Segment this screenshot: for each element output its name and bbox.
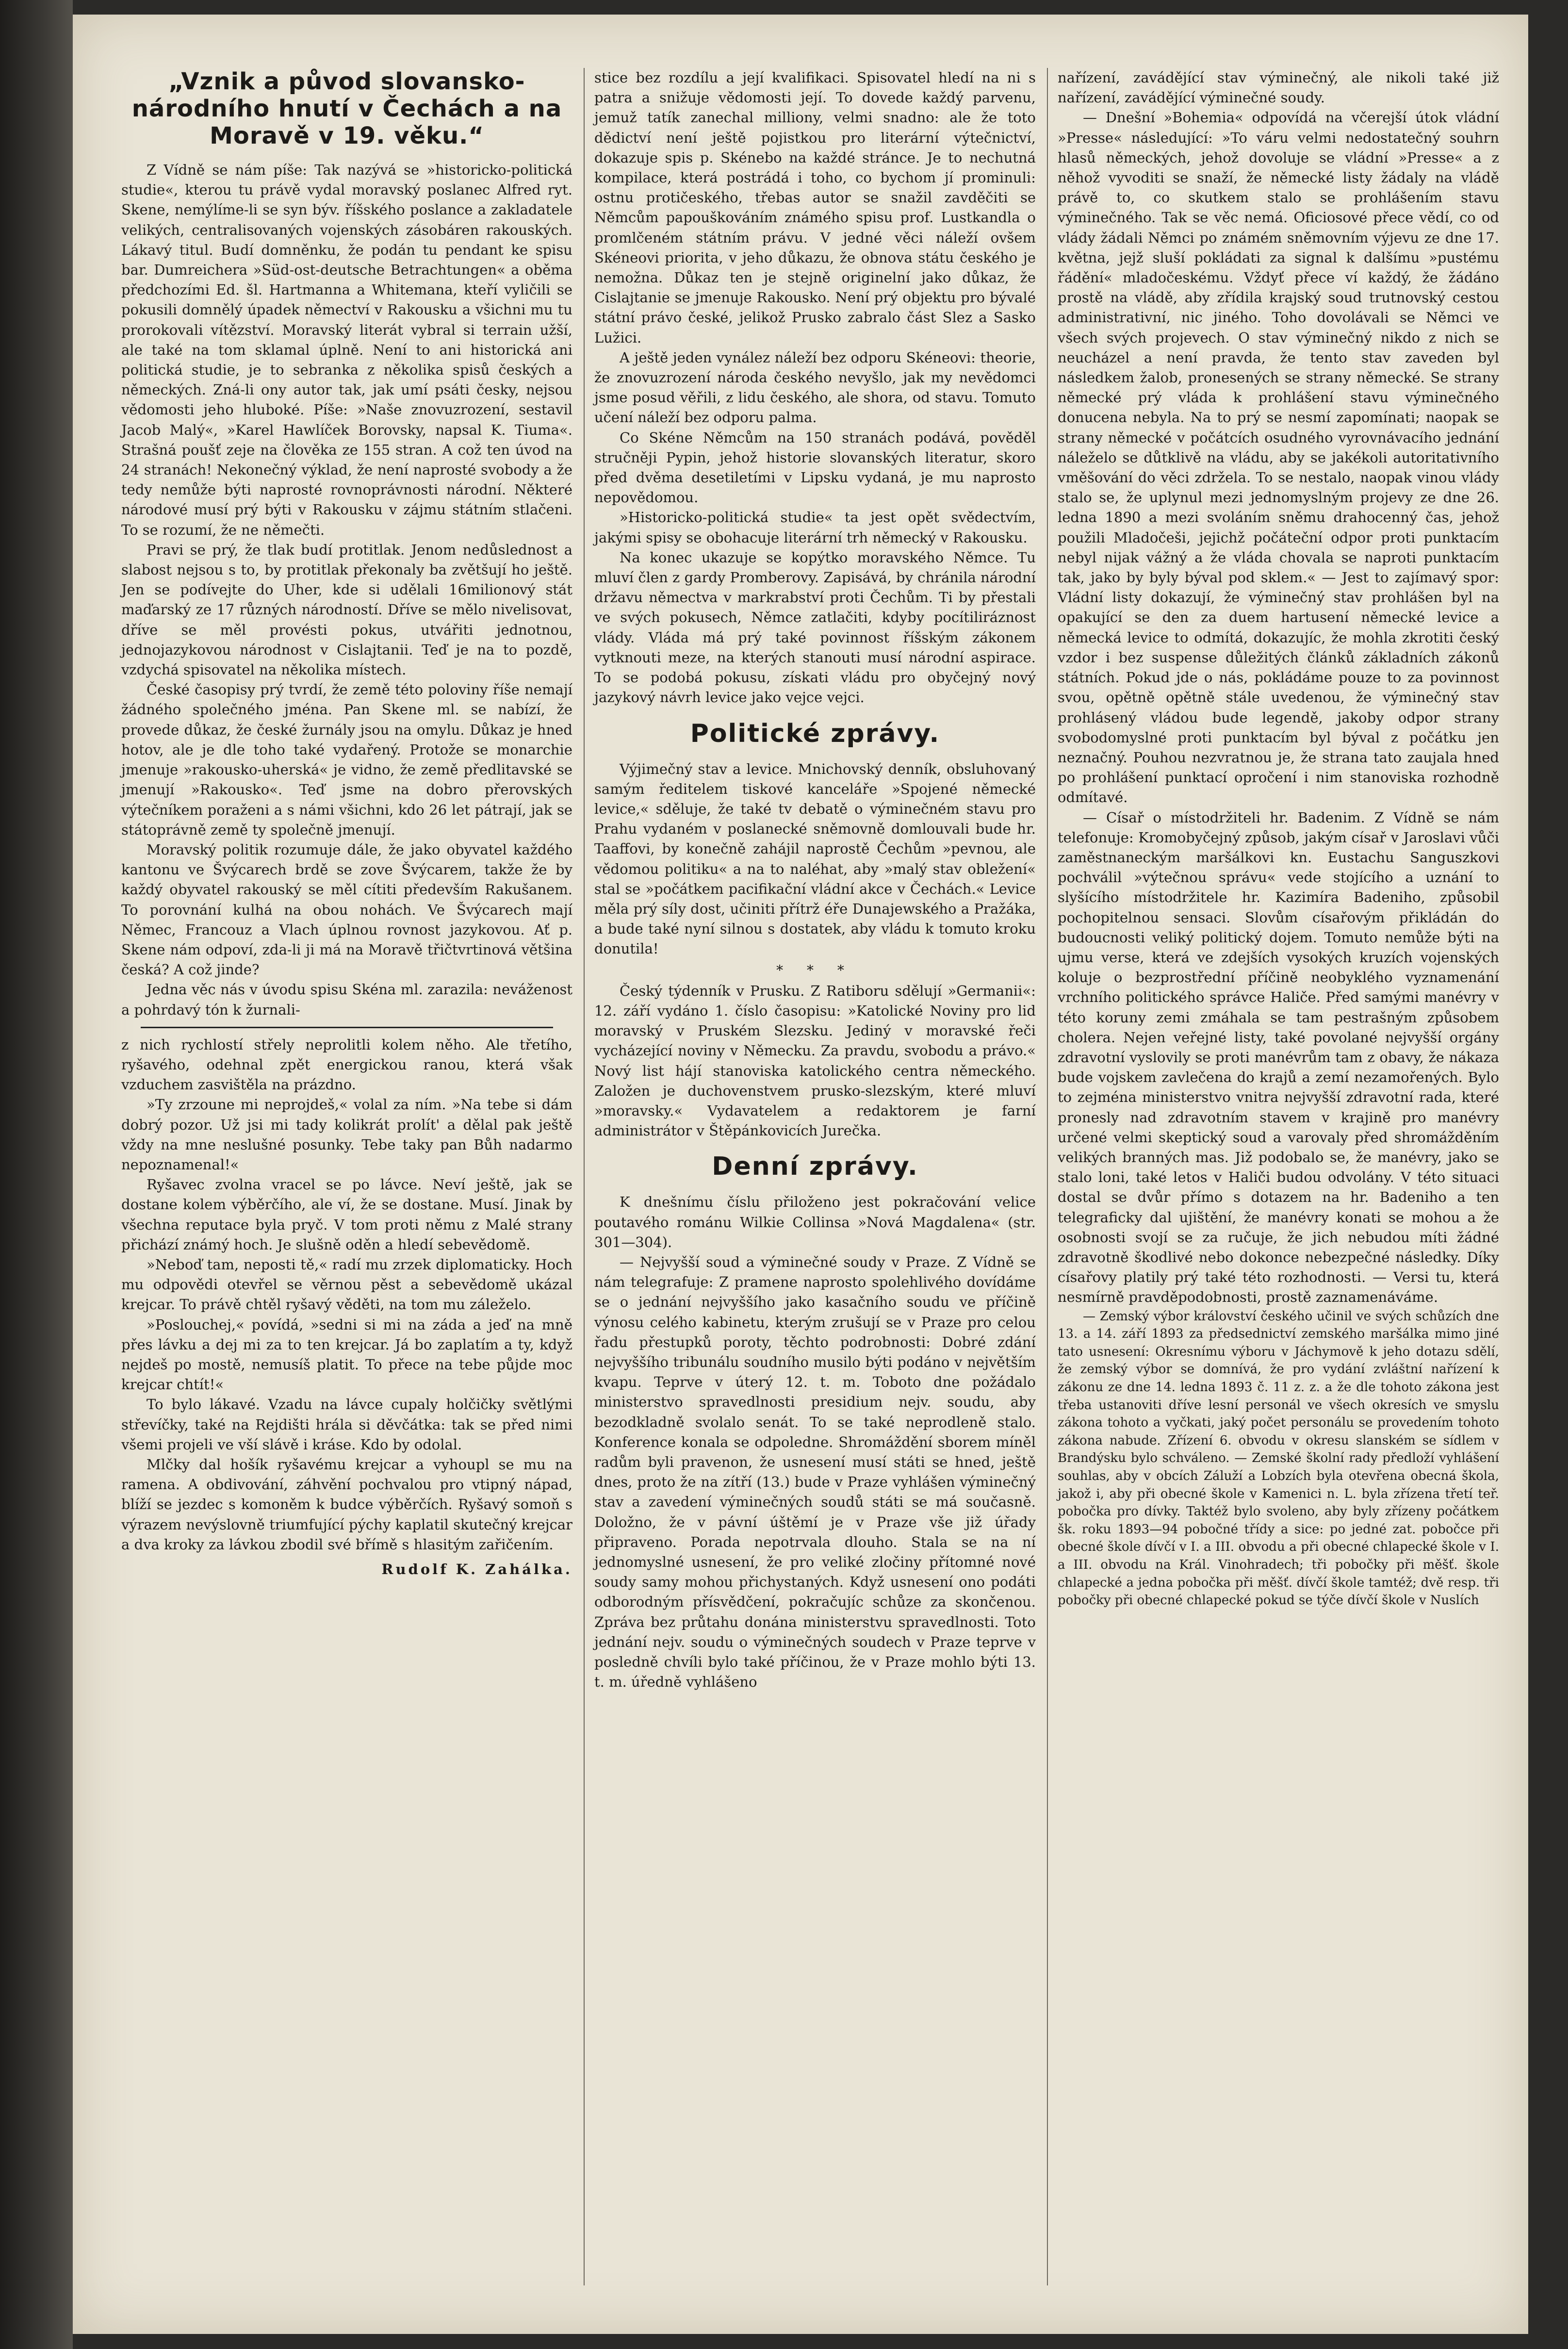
section-heading-denni: Denní zprávy.: [712, 1152, 918, 1182]
article-paragraph: »Historicko-politická studie« ta jest opět svědectvím, jakými spisy se obohacuje literární trh německý v Rakousku.: [594, 509, 1036, 546]
author-signature: Rudolf K. Zahálka.: [381, 1561, 572, 1578]
story-paragraph: »Poslouchej,« povídá, »sedni si mi na záda a jeď na mně přes lávku a dej mi za to ten krejcar. Já bo zaplatím a ty, když nejdeš po mostě, nemusíš platit. To přece na tebe půjde moc krejcar chtít!«: [121, 1316, 572, 1393]
article-paragraph: Moravský politik rozumuje dále, že jako obyvatel každého kantonu ve Švýcarech brdě se zove Švýcarem, takže že by každý obyvatel rakouský se měl cítiti především Rakušanem. To porovnání kulhá na obou nohách. Ve Švýcarech mají Němec, Francouz a Vlach úplnou rovnost jazykovou. Ať p. Skene nám odpoví, zda-li ji má na Moravě třičtvrtinová většina česká? A což jinde?: [121, 841, 572, 978]
news-item: — Císař o místodržiteli hr. Badenim. Z Vídně se nám telefonuje: Kromobyčejný způsob, jakým císař v Jaroslavi vůči zaměstnaneckým maršálkovi kn. Eustachu Sanguszkovi pochválil »výtečnou správu« vede stojícího a uznání to slyšícího místodržitele hr. Kazimíra Badeniho, způsobil pochopitelnou sensaci. Slovům císařovým přikládán do budoucnosti veliký politický dojem. Tomuto nemůže býti na ujmu verse, která ve zdejších vysokých kruzích vojenských koluje o bezprostřední příčině neobyklého vyznamenání vrchního politického správce Haliče. Před samými manévry v této koruny zemi zmáhala se tam pestrašným způsobem cholera. Nejen veřejné listy, také povolané nejvyšší orgány zdravotní vyslovily se proti manévrům tam z obavy, že nákaza bude vojskem zavlečena do krajů a zemí nezamořených. Bylo to zejména ministerstvo vnitra nejvyšší zdravotní rada, které pronesly nad zdravotním stavem v krajině pro manévry určené velmi skeptický soud a varovaly před shromážděním velikých branných mas. Již podobalo se, že manévry, jako se stalo loni, také letos v Haliči budou odvolány. V této situaci dostal se dvůr přímo s dotazem na hr. Badeniho a ten telegraficky dal ujištění, že manévry konati se mohou a že osobnosti svojí se za ručuje, že jich nebudou míti žádné zdravotně škodlivé nebo dokonce nebezpečné následky. Díky císařovy platily prý také této rozhodnosti. — Versi tu, která nesmírně pravděpodobnosti, prostě zaznamenáváme.: [1058, 809, 1499, 1306]
news-item: K dnešnímu číslu přiloženo jest pokračování velice poutavého románu Wilkie Collinsa »Nová Magdalena« (str. 301—304).: [594, 1194, 1036, 1250]
scanner-edge: [0, 0, 73, 2349]
column-2: [594, 68, 1036, 1692]
news-item: Výjimečný stav a levice. Mnichovský denník, obsluhovaný samým ředitelem tiskové kanceláře »Spojené německé levice,« sděluje, že také tv debatě o výminečném stavu pro Prahu vydaném v poslanecké sněmovně domlouvali bude hr. Taaffovi, by konečně zahájil naprostě Čechům »pevnou, ale vědomou politiku« a na to naléhat, aby »malý stav obležení« stal se »počátkem pacifikační vládní akce v Čechách.« Levice měla prý síly dost, učiniti přítrž éře Dunajewského a Pražáka, a bude také nyní silnou s dostatek, aby vládu k tomuto kroku donutila!: [594, 760, 1036, 957]
article-paragraph: Jedna věc nás v úvodu spisu Skéna ml. zarazila: neváženost a pohrdavý tón k žurnali-: [121, 981, 572, 1018]
story-paragraph: »Neboď tam, neposti tě,« radí mu zrzek diplomaticky. Hoch mu odpovědi otevřel se věrnou pěst a sebevědomě ukázal krejcar. To právě chtěl ryšavý věděti, na tom mu záleželo.: [121, 1256, 572, 1313]
article-paragraph: A ještě jeden vynález náleží bez odporu Skéneovi: theorie, že znovuzrození národa českého nevyšlo, jak my nevědomci jsme posud věřili, z lidu českého, ale shora, od stavu. Tomuto učení náleží bez odporu palma.: [594, 349, 1036, 426]
news-item-small: — Zemský výbor království českého učinil ve svých schůzích dne 13. a 14. září 1893 za předsednictví zemského maršálka mimo jiné tato usnesení: Okresnímu výboru v Jáchymově k jeho dotazu sdělí, že zemský výbor se domnívá, že pro vydání zvláštní nařízení k zákonu ze dne 14. ledna 1893 č. 11 z. z. a že dle tohoto zákona jest třeba ustanoviti dříve lesní personál ve všech okresích ve smyslu zákona tohoto a vyčkati, jaký počet personálu se provedením tohoto zákona nabude. Zřízení 6. obvodu v okresu slanském se sídlem v Brandýsku bylo schváleno. — Zemské školní rady předloží vyhlášení souhlas, aby v obcích Záluží a Lobzích byla otevřena obecná škola, jakož i, aby při obecné škole v Kamenici n. L. byla zřízena třetí teř. pobočka pro dívky. Taktéž bylo svoleno, aby byly zřízeny počátkem šk. roku 1893—94 pobočné třídy a sice: po jedné zat. pobočce při obecné škole dívčí v I. a III. obvodu a při obecné chlapecké škole v I. a III. obvodu na Král. Vinohradech; tři pobočky při měšť. škole chlapecké a jedna pobočka při měšť. dívčí škole tamtéž; dvě resp. tři pobočky při obecné chlapecké pokud se týče dívčí škole v Nuslích: [1058, 1309, 1499, 1608]
article-paragraph: Z Vídně se nám píše: Tak nazývá se »historicko-politická studie«, kterou tu právě vydal moravský poslanec Alfred ryt. Skene, nemýlíme-li se syn býv. říšského poslance a zakladatele velikých, centralisovaných vojenských zásobáren rakouských. Lákavý titul. Budí domněnku, že podán tu pendant ke spisu bar. Dumreichera »Süd-ost-deutsche Betrachtungen« a oběma předchozími Ed. šl. Hartmanna a Whitemana, kteří vyličili se pokusili domnělý úpadek němectví v Rakousku a všichni mu tu prorokovali vítězství. Moravský literát vybral si terrain užší, ale také na tom sklamal úplně. Není to ani historická ani politická studie, je to sebranka z několika spisů českých a německých. Zná-li ony autor tak, jak umí psáti česky, nejsou vědomosti jeho hluboké. Píše: »Naše znovuzrození, sestavil Jacob Malý«, »Karel Hawlíček Borovsky, napsal K. Tiuma«. Strašná poušť zeje na člověka ze 155 stran. A což ten úvod na 24 stranách! Nekonečný výklad, že není naprosté svobody a že tedy nemůže býti naprosté rovnoprávnosti národní. Některé národové musí prý býti v Rakousku v zájmu státním stlačeni. To se rozumí, že ne němečti.: [121, 162, 572, 538]
news-item: Český týdenník v Prusku. Z Ratiboru sdělují »Germanii«: 12. září vydáno 1. číslo časopisu: »Katolické Noviny pro lid moravský v Pruském Slezsku. Jediný v moravské řeči vycházející noviny v Německu. Za pravdu, svobodu a právo.« Nový list hájí stanoviska katolického centra německého. Založen je duchovenstvem prusko-slezským, které mluví »moravsky.« Vydavatelem a redaktorem je farní administrátor v Štěpánkovicích Jurečka.: [594, 982, 1036, 1139]
story-paragraph: Mlčky dal hošík ryšavému krejcar a vyhoupl se mu na ramena. A obdivování, záhvění pochvalou pro vtipný nápad, blíží se jezdec s komoněm k budce výběrčích. Ryšavý somoň s výrazem nevýslovně triumfující pýchy kaplatil skutečný krejcar a dva kroky za lávkou zbodil své břímě s hlasitým zařičením.: [121, 1456, 572, 1553]
column-rule-2: [1047, 68, 1048, 2285]
article-paragraph: Co Skéne Němcům na 150 stranách podává, pověděl stručněji Pypin, jehož historie slovanských literatur, skoro před dvěma desetiletími v Lipsku vydaná, je mu naprosto nepovědomou.: [594, 429, 1036, 506]
story-paragraph: Ryšavec zvolna vracel se po lávce. Neví ještě, jak se dostane kolem výběrčího, ale ví, že se dostane. Musí. Jinak by všechna reputace byla pryč. V tom proti němu z Malé strany přichází známý hoch. Je slušně oděn a hledí sebevědomě.: [121, 1176, 572, 1253]
feuilleton-divider: [141, 1027, 553, 1028]
story-paragraph: z nich rychlostí střely neprolitli kolem něho. Ale třetího, ryšavého, odehnal zpět energickou ranou, která však vzduchem zasvištěla na prázdno.: [121, 1036, 572, 1093]
article-paragraph: Na konec ukazuje se kopýtko moravského Němce. Tu mluví člen z gardy Promberovy. Zapisává, by chránila národní državu němectva v markrabství proti Čechům. Ti by přestali ve svých pokusech, Němce zatlačiti, kdyby pocítiliráznost vlády. Vláda má prý také povinnost říšským zákonem vytknouti meze, na kterých stanouti musí národní aspirace. To se podobá pokusu, získati vládu pro obyčejný nový jazykový návrh levice jako vejce vejci.: [594, 549, 1036, 706]
news-item: — Dnešní »Bohemia« odpovídá na včerejší útok vládní »Presse« následující: »To váru velmi nedostatečný souhrn hlasů německých, jehož dovoluje se vládní »Presse« a z něhož vyvoditi se snaží, že německé listy žádaly na vládě právě to, co skutkem stalo se prohlášením stavu výminečného. Tak se věc nemá. Oficiosové přece vědí, co od vlády žádali Němci po známém sněmovním výjevu ze dne 17. května, jejž sluší pokládati za signal k dalšímu »pustému řádění« mladočeskému. Vždyť přece ví každý, že žádáno prostě na vládě, aby zřídila krajský soud trutnovský cestou administrativní, nic jiného. Toho dovolávali se Němci ve všech svých projevech. O stav výminečný nikdo z nich se neucházel a není pravda, že tento stav zaveden byl následkem žalob, pronesených se strany německé. Se strany německé prý vláda k prohlášení stavu výminečného donucena nebyla. Na to prý se nesmí zapomínati; naopak se strany německé v počátcích osudného vyrovnávacího jednání náleželo se důtklivě na vládu, aby se jakékoli autoritativního vměšování do věci zdržela. To se nestalo, naopak vinou vlády stalo se, že uplynul mezi jednomyslným projevy ze dne 26. ledna 1890 a mezi svoláním sněmu drahocenný čas, jehož použili Mladočeši, jejichž počáteční odpor proti punktacím nebyl nijak vážný a že vláda chovala se naproti punktacím tak, jako by byly býval pod sklem.« — Jest to zajímavý spor: Vládní listy dokazují, že výminečný stav prohlášen byl na opakující se den za duem hartusení německé levice a německá levice to odmítá, dokazujíc, že mohla zkrotiti český vzdor i bez suspense důležitých článků základních zákonů státních. Pokud jde o nás, pokládáme pouze to za povinnost svou, opětně opětně stále uvedenou, že výminečný stav prohlásený vládou bude legendě, jakoby odpor strany svobodomyslné proti punktacím byl býval z počátku jen neznačný. Pouhou nezvratnou je, že strana tato zaujala hned po prohlášení punktací opročení i nim stanoviska rozhodně odmítavé.: [1058, 109, 1499, 806]
article-headline: „Vznik a původ slovansko-národního hnutí v Čechách a na Moravě v 19. věku.“: [131, 68, 562, 149]
column-1: [121, 68, 572, 1579]
column-3: [1058, 68, 1499, 1610]
article-paragraph: České časopisy prý tvrdí, že země této poloviny říše nemají žádného společného jména. Pan Skene ml. se nabízí, že provede důkaz, že české žurnály jsou na omylu. Důkaz je hned hotov, ale je dle toho také vydařený. Protože se monarchie jmenuje »rakousko-uherská« je vidno, že země předlitavské se jmenují »Rakousko«. Teď jsme na dobro přerovských výtečníkem poraženi a s námi všichni, kdo 26 let pátrají, jak se státoprávně země ty společně jmenují.: [121, 681, 572, 838]
column-rule-1: [584, 68, 585, 2285]
section-heading-politicke: Politické zprávy.: [690, 719, 940, 748]
article-paragraph: stice bez rozdílu a její kvalifikaci. Spisovatel hledí na ni s patra a snižuje vědomosti její. To dovede každý parvenu, jemuž tatík zanechal milliony, velmi snadno: ale že toto dědictví není ještě pojistkou pro literární výtečnictví, dokazuje spis p. Skénebo na každé stránce. Je to nechutná kompilace, která postrádá i toho, co bychom jí prominuli: ostnu protičeského, třebas autor se snažil zavděčiti se Němcům papouškováním známého spisu prof. Lustkandla o promlčeném státním právu. V jedné věci náleží ovšem Skéneovi priorita, v jeho důkazu, že obnova státu českého je nemožna. Důkaz ten je stejně originelní jako důkaz, že Cislajtanie se jmenuje Rakousko. Není prý objektu pro bývalé státní právo české, jelikož Prusko zabralo část Slez a Sasko Lužici.: [594, 69, 1036, 346]
separator-stars: * * *: [776, 962, 854, 978]
story-paragraph: »Ty zrzoune mi neprojdeš,« volal za ním. »Na tebe si dám dobrý pozor. Už jsi mi tady kolikrát prolít' a dělal pak ještě vždy na mne neslušné posunky. Tebe taky pan Bůh nadarmo nepoznamenal!«: [121, 1096, 572, 1173]
news-item: — Nejvyšší soud a výminečné soudy v Praze. Z Vídně se nám telegrafuje: Z pramene naprosto spolehlivého dovídáme se o jednání nejvyššího jako kasačního soudu ve příčině výnosu celého kabinetu, kterým zrušují se v Praze pro celou řadu přestupků poroty, těchto podrobnosti: Dobré zdání nejvyššího tribunálu soudního musilo býti podáno v největším kvapu. Teprve v úterý 12. t. m. Toboto dne požádalo ministerstvo spravedlnosti presidium nejv. soudu, aby bezodkladně svolalo senát. To se také neprodleně stalo. Konference konala se odpoledne. Shromáždění sborem míněl radům byli pravenon, že usnesení musí státi se hned, ještě dnes, proto že na zítří (13.) bude v Praze vyhlášen výminečný stav a zavedení výminečných soudů státi se má současně. Doložno, že v pávní úštěmí je v Praze vše již úřady připraveno. Porada nepotrvala dlouho. Stala se na ní jednomyslné usnesení, že pro veliké zločiny přítomné nové soudy samy mohou přichystaných. Když usnesení ono podáti odborodným přísvědčení, pokračujíc schůze za skončenou. Zpráva bez průtahu donána ministerstvu spravedlnosti. Toto jednání nejv. soudu o výminečných soudech v Praze teprve v posledně chvíli bylo také příčinou, že v Praze mohlo býti 13. t. m. úředně vyhlášeno: [594, 1253, 1036, 1691]
news-item: nařízení, zavádějící stav výminečný, ale nikoli také již nařízení, zavádějící výminečné soudy.: [1058, 69, 1499, 106]
article-paragraph: Pravi se prý, že tlak budí protitlak. Jenom nedůslednost a slabost nejsou s to, by protitlak překonaly ba zvětšují ho ještě. Jen se podívejte do Uher, kde si udělali 16milionový stát maďarský ze 17 různých národností. Dříve se mělo nivelisovat, dříve se měl provésti pokus, utvářiti jednotnou, jednojazykovou národnost v Cislajtanii. Teď je na to pozdě, vzdychá spisovatel na několika místech.: [121, 541, 572, 678]
story-paragraph: To bylo lákavé. Vzadu na lávce cupaly holčičky světlými střevíčky, také na Rejdišti hrála si děvčátka: tak se před nimi všemi projeli ve vší slávě i kráse. Kdo by odolal.: [121, 1396, 572, 1453]
